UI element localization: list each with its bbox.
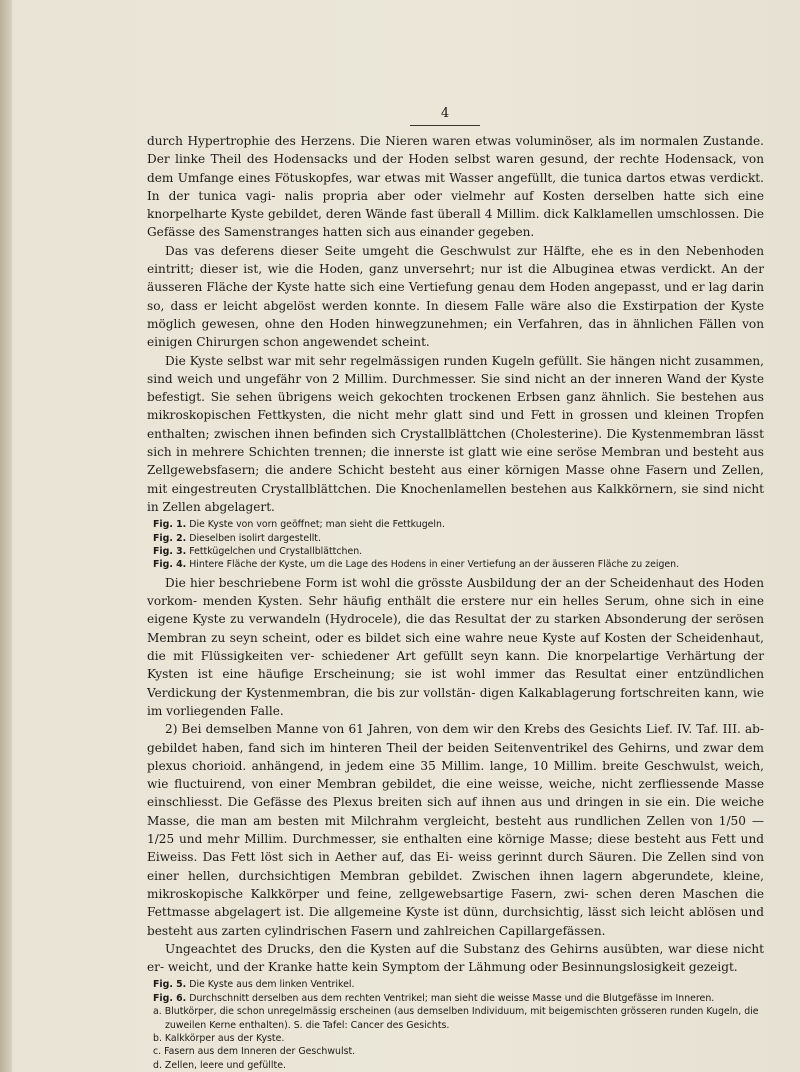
caption-fig-3 (147, 545, 764, 558)
caption-label: Fig. 2. (153, 532, 187, 544)
page-number: 4 (440, 106, 450, 121)
figure-captions-2 (147, 978, 764, 1072)
paragraph-5: 2) Bei demselben Manne von 61 Jahren, von dem wir den Krebs des Gesichts Lief. IV. Taf. III. ab- gebildet haben, fand sich im hinteren Theil der beiden Seitenventrikel des Gehirns, und zwar dem plexus chorioid. anhängend, in jedem eine 35 Millim. lange, 10 Millim. breite Geschwulst, weich, wie fluctuirend, von einer Membran gebildet, die eine weisse, weiche, nicht zerfliessende Masse einschliesst. Die Gefässe des Plexus breiten sich auf ihnen aus und dringen in sie ein. Die weiche Masse, die man am besten mit Milchrahm vergleicht, besteht aus rundlichen Zellen von 1/50 — 1/25 und mehr Millim. Durchmesser, sie enthalten eine körnige Masse; diese besteht aus Fett und Eiweiss. Das Fett löst sich in Aether auf, das Ei- weiss gerinnt durch Säuren. Die Zellen sind von einer hellen, durchsichtigen Membran gebildet. Zwischen ihnen lagern abgerundete, kleine, mikroskopische Kalkkörper und feine, zellgewebsartige Fasern, zwi- schen deren Maschen die Fettmasse abgelagert ist. Die allgemeine Kyste ist dünn, durchsichtig, lässt sich leicht ablösen und besteht aus zarten cylindrischen Fasern und zahlreichen Capillargefässen. (147, 722, 764, 938)
caption-label: Fig. 5. (153, 979, 187, 991)
caption-label: Fig. 6. (153, 992, 187, 1004)
caption-text: Fettkügelchen und Crystallblättchen. (189, 546, 363, 558)
book-spine-shadow (0, 0, 12, 1072)
caption-label: Fig. 3. (153, 546, 187, 558)
caption-text: Fasern aus dem Inneren der Geschwulst. (164, 1046, 356, 1058)
caption-text: Dieselben isolirt dargestellt. (189, 532, 321, 544)
paragraph-2: Das vas deferens dieser Seite umgeht die Geschwulst zur Hälfte, ehe es in den Nebenhoden eintritt; dieser ist, wie die Hoden, ganz unversehrt; nur ist die Albuginea etwas verdickt. An der äusseren Fläche der Kyste hatte sich eine Vertiefung genau dem Hoden angepasst, und er lag darin so, dass er leicht abgelöst werden konnte. In diesem Falle wäre also die Exstirpation der Kyste möglich gewesen, ohne den Hoden hinwegzunehmen; ein Verfahren, das in ähnlichen Fällen von einigen Chirurgen schon angewendet scheint. (147, 243, 764, 350)
caption-text: Blutkörper, die schon unregelmässig erscheinen (aus demselben Individuum, mit beigemischten grösseren runden Kugeln, die zuweilen Kerne enthalten). S. die Tafel: Cancer des Gesichts. (164, 1006, 759, 1031)
caption-label: b. (153, 1033, 162, 1045)
caption-text: Die Kyste von vorn geöffnet; man sieht die Fettkugeln. (189, 519, 445, 531)
paragraph-6: Ungeachtet des Drucks, den die Kysten auf die Substanz des Gehirns ausübten, war diese nicht er- weicht, und der Kranke hatte kein Symptom der Lähmung oder Besinnungslosigkeit gezeigt. (147, 941, 764, 975)
caption-label: Fig. 4. (153, 559, 187, 571)
header-rule (410, 125, 480, 126)
caption-fig-6 (147, 992, 764, 1005)
caption-text: Durchschnitt derselben aus dem rechten Ventrikel; man sieht die weisse Masse und die Blutgefässe im Inneren. (189, 992, 715, 1004)
paragraph-3: Die Kyste selbst war mit sehr regelmässigen runden Kugeln gefüllt. Sie hängen nicht zusammen, sind weich und ungefähr von 2 Millim. Durchmesser. Sie sind nicht an der inneren Wand der Kyste befestigt. Sie sehen übrigens weich gekochten trockenen Erbsen ganz ähnlich. Sie bestehen aus mikroskopischen Fettkysten, die nicht mehr glatt sind und Fett in grossen und kleinen Tropfen enthalten; zwischen ihnen befinden sich Crystallblättchen (Cholesterine). Die Kystenmembran lässt sich in mehrere Schichten trennen; die innerste ist glatt wie eine seröse Membran und besteht aus Zellgewebsfasern; die andere Schicht besteht aus einer körnigen Masse ohne Fasern und Zellen, mit eingestreuten Crystallblättchen. Die Knochenlamellen bestehen aus Kalkkörnern, sie sind nicht in Zellen abgelagert. (147, 353, 764, 514)
figure-captions-1 (147, 518, 764, 572)
caption-sub-b (147, 1032, 764, 1045)
caption-fig-4 (147, 558, 764, 571)
caption-text: Kalkkörper aus der Kyste. (164, 1033, 285, 1045)
caption-text: Zellen, leere und gefüllte. (164, 1059, 286, 1071)
caption-label: d. (153, 1059, 162, 1071)
caption-text: Die Kyste aus dem linken Ventrikel. (189, 979, 355, 991)
caption-label: Fig. 1. (153, 519, 187, 531)
caption-fig-2 (147, 532, 764, 545)
caption-sub-a (147, 1005, 764, 1032)
paragraph-1: durch Hypertrophie des Herzens. Die Nieren waren etwas voluminöser, als im normalen Zustande. Der linke Theil des Hodensacks und der Hoden selbst waren gesund, der rechte Hodensack, von dem Umfange eines Fötuskopfes, war etwas mit Wasser angefüllt, die tunica dartos etwas verdickt. In der tunica vagi- nalis propria aber oder vielmehr auf Kosten derselben hatte sich eine knorpelharte Kyste gebildet, deren Wände fast überall 4 Millim. dick Kalklamellen umschlossen. Die Gefässe des Samenstranges hatten sich aus einander gegeben. (147, 134, 764, 240)
caption-fig-5 (147, 978, 764, 991)
text-body (147, 132, 764, 1072)
caption-sub-d (147, 1059, 764, 1072)
caption-label: a. (153, 1006, 162, 1018)
paragraph-4: Die hier beschriebene Form ist wohl die grösste Ausbildung der an der Scheidenhaut des Hoden vorkom- menden Kysten. Sehr häufig enthält die erstere nur ein helles Serum, ohne sich in eine eigene Kyste zu verwandeln (Hydrocele), die das Resultat der zu starken Absonderung der serösen Membran zu seyn scheint, oder es bildet sich eine wahre neue Kyste auf Kosten der Scheidenhaut, die mit Flüssigkeiten ver- schiedener Art gefüllt seyn kann. Die knorpelartige Verhärtung der Kysten ist eine häufige Erscheinung; sie ist wohl immer das Resultat einer entzündlichen Verdickung der Kystenmembran, die bis zur vollstän- digen Kalkablagerung fortschreiten kann, wie im vorliegenden Falle. (147, 575, 764, 718)
caption-sub-c (147, 1045, 764, 1058)
caption-text: Hintere Fläche der Kyste, um die Lage des Hodens in einer Vertiefung an der äusseren Fläche zu zeigen. (189, 559, 680, 571)
caption-label: c. (153, 1046, 162, 1058)
caption-fig-1 (147, 518, 764, 531)
